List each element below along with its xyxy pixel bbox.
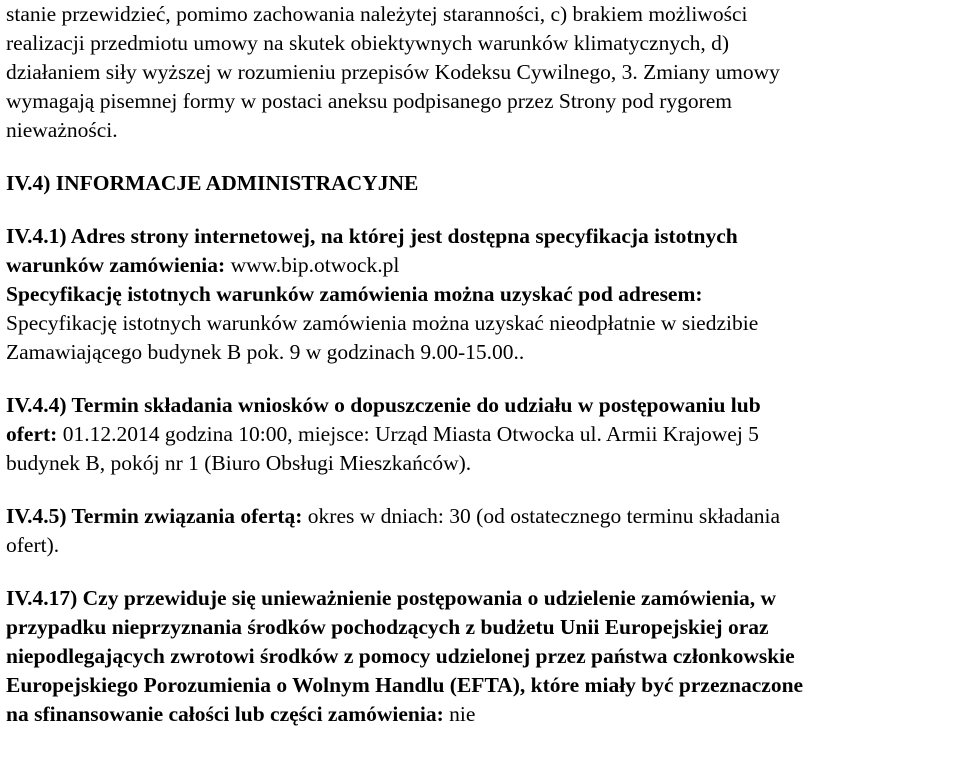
intro-paragraph (6, 0, 960, 145)
intro-line: działaniem siły wyższej w rozumieniu przepisów Kodeksu Cywilnego, 3. Zmiany umowy (6, 60, 780, 84)
section-iv-4-17 (6, 584, 960, 729)
iv-4-1-sub-heading: Specyfikację istotnych warunków zamówienia można uzyskać pod adresem: (6, 282, 703, 306)
website-url: www.bip.otwock.pl (230, 253, 400, 277)
section-iv-4-5 (6, 502, 960, 560)
iv-4-17-line: IV.4.17) Czy przewiduje się unieważnienie postępowania o udzielenie zamówienia, w (6, 586, 776, 610)
iv-4-17-line: niepodlegających zwrotowi środków z pomocy udzielonej przez państwa członkowskie (6, 644, 795, 668)
intro-line: wymagają pisemnej formy w postaci aneksu podpisanego przez Strony pod rygorem (6, 89, 733, 113)
answer-value: nie (449, 702, 476, 726)
iv-4-4-body-line: budynek B, pokój nr 1 (Biuro Obsługi Mieszkańców). (6, 451, 472, 475)
iv-4-1-heading-line2: warunków zamówienia: www.bip.otwock.pl (6, 253, 400, 277)
iv-4-5-line1: IV.4.5) Termin związania ofertą: okres w dniach: 30 (od ostatecznego terminu składania (6, 504, 781, 528)
deadline-value: 01.12.2014 godzina 10:00, miejsce: Urząd Miasta Otwocka ul. Armii Krajowej 5 (62, 422, 759, 446)
iv-4-1-heading-line1: IV.4.1) Adres strony internetowej, na której jest dostępna specyfikacja istotnych (6, 224, 738, 248)
section-iv-4-4 (6, 391, 960, 478)
iv-4-5-line2: ofert). (6, 533, 60, 557)
iv-4-4-heading-line1: IV.4.4) Termin składania wniosków o dopuszczenie do udziału w postępowaniu lub (6, 393, 761, 417)
document-page (6, 0, 960, 729)
iv-4-17-line: przypadku nieprzyznania środków pochodzących z budżetu Unii Europejskiej oraz (6, 615, 769, 639)
intro-line: stanie przewidzieć, pomimo zachowania należytej staranności, c) brakiem możliwości (6, 2, 748, 26)
section-iv-4-1 (6, 222, 960, 367)
iv-4-17-line: Europejskiego Porozumienia o Wolnym Handlu (EFTA), które miały być przeznaczone (6, 673, 804, 697)
intro-line: nieważności. (6, 118, 118, 142)
binding-period-value: okres w dniach: 30 (od ostatecznego terminu składania (307, 504, 781, 528)
intro-line: realizacji przedmiotu umowy na skutek obiektywnych warunków klimatycznych, d) (6, 31, 730, 55)
section-heading: IV.4) INFORMACJE ADMINISTRACYJNE (6, 171, 419, 195)
iv-4-1-body-line1: Specyfikację istotnych warunków zamówienia można uzyskać nieodpłatnie w siedzibie (6, 311, 759, 335)
iv-4-4-heading-line2: ofert: 01.12.2014 godzina 10:00, miejsce: Urząd Miasta Otwocka ul. Armii Krajowej 5 (6, 422, 759, 446)
iv-4-1-body-line2: Zamawiającego budynek B pok. 9 w godzinach 9.00-15.00.. (6, 340, 525, 364)
iv-4-17-last-line: na sfinansowanie całości lub części zamówienia: nie (6, 702, 476, 726)
